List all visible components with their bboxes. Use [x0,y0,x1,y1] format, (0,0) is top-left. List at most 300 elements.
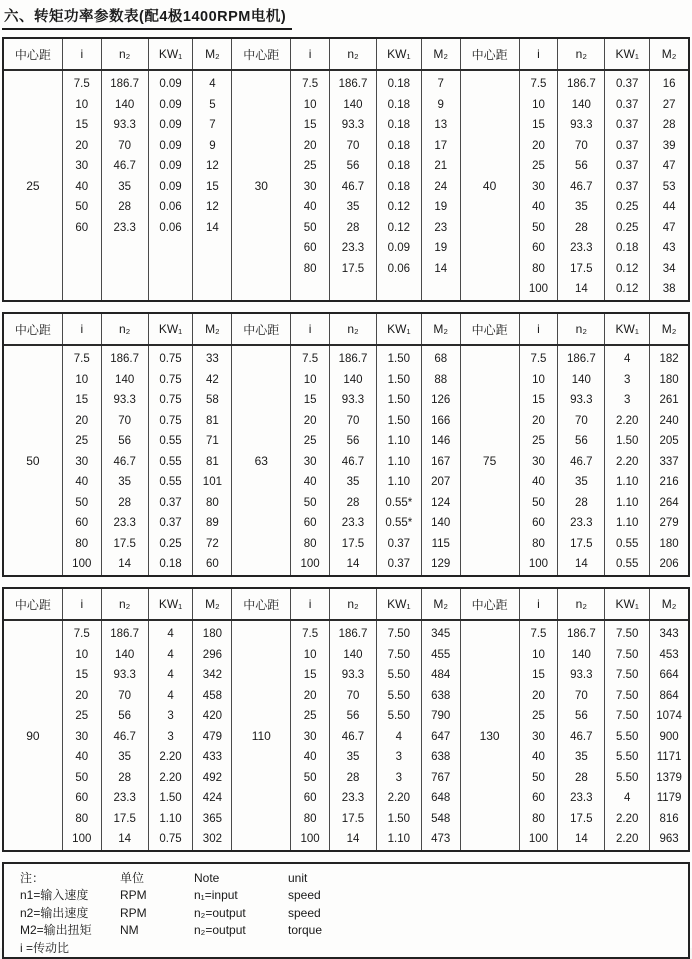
notes-cell: n₂=output [194,905,246,920]
cell: 140 [571,648,591,661]
cell: 7.50 [616,669,639,681]
cell: 186.7 [338,353,368,365]
cell: 186.7 [566,78,596,90]
cell: 0.18 [387,78,411,90]
cell: 28 [118,771,132,784]
cell: 46.7 [113,730,136,743]
cell: 864 [659,689,679,702]
cell: 93.3 [113,394,136,406]
cell: 186.7 [338,628,368,640]
cell: 10 [532,98,545,111]
cell: 80 [75,537,89,550]
cell: 0.09 [159,98,182,111]
cell: 50 [532,771,545,784]
cell: 68 [434,353,448,365]
cell: 1.10 [387,476,411,488]
cell: 60 [303,517,317,529]
cell: 4 [167,648,174,661]
cell: 186.7 [110,353,140,365]
cell: 0.18 [159,558,182,570]
cell: 0.18 [387,119,411,131]
cell: 4 [624,353,631,365]
cell: 0.06 [159,221,182,234]
cell: 70 [118,689,132,702]
notes-row [20,905,688,922]
column-header-output-speed-n2: n₂ [330,39,377,69]
ratio-i-column [63,621,102,850]
cell: 7.50 [616,710,639,722]
cell: 25 [303,160,317,172]
cell: 28 [662,119,676,131]
cell: 167 [431,455,451,468]
cell: 302 [202,833,222,845]
cell: 0.06 [387,262,411,275]
cell: 140 [343,648,363,661]
cell: 100 [300,558,320,570]
cell: 1179 [656,792,682,804]
table-body-row [4,346,688,575]
cell: 56 [118,435,132,447]
notes-cell: torque [288,923,323,938]
cell: 4 [167,669,174,681]
cell: 46.7 [570,730,593,743]
column-header-center-distance: 中心距 [232,314,291,344]
cell: 60 [532,242,545,254]
notes-cell: Note [194,871,220,885]
cell: 207 [431,476,451,488]
cell: 1.10 [387,833,411,845]
cell: 60 [532,517,545,529]
cell: 46.7 [570,180,593,193]
ratio-i-column [291,346,330,575]
cell: 0.09 [159,180,182,193]
cell: 35 [118,476,132,488]
cell: 44 [662,201,676,213]
cell: 0.25 [616,221,639,234]
cell: 0.09 [387,242,411,254]
cell: 767 [431,771,451,784]
column-header-center-distance: 中心距 [461,39,520,69]
cell: 42 [206,373,219,386]
cell: 0.09 [159,160,182,172]
cell: 23.3 [113,792,136,804]
cell: 35 [574,476,588,488]
cell: 7.5 [530,78,547,90]
output-torque-m2-column [193,71,232,300]
cell: 3 [167,710,174,722]
cell: 0.37 [616,98,639,111]
notes-cell: unit [288,871,308,885]
output-speed-n2-column [330,621,377,850]
column-header-output-torque-m2: M₂ [661,47,677,61]
cell: 900 [659,730,679,743]
cell: 100 [528,833,549,845]
cell: 30 [532,180,545,193]
cell: 60 [75,517,89,529]
cell: 0.37 [159,517,182,529]
cell: 30 [303,730,317,743]
cell: 1.50 [159,792,182,804]
cell: 81 [206,455,219,468]
cell: 50 [303,771,317,784]
cell: 2.20 [616,414,639,427]
cell: 46.7 [113,160,136,172]
cell: 0.75 [159,414,182,427]
cell: 0.55* [385,517,413,529]
cell: 30 [303,455,317,468]
cell: 10 [75,373,89,386]
cell: 0.37 [616,139,639,152]
cell: 2.20 [387,792,411,804]
cell: 14 [434,262,448,275]
cell: 20 [532,139,545,152]
center-distance-value: 63 [232,346,291,575]
cell: 7.5 [302,78,319,90]
notes-cell: M2=输出扭矩 [20,923,92,938]
column-header-center-distance: 中心距 [4,39,63,69]
cell: 420 [202,710,222,722]
center-distance-value: 30 [232,71,291,300]
cell: 1.10 [616,496,639,509]
cell: 40 [303,201,317,213]
ratio-i-column [291,621,330,850]
notes-cell: i =传动比 [20,940,70,955]
cell: 70 [574,139,588,152]
cell: 15 [532,394,545,406]
cell: 21 [434,160,448,172]
cell: 205 [659,435,679,447]
cell: 93.3 [113,669,136,681]
column-header-center-distance: 中心距 [4,589,63,619]
notes-cell [288,940,688,957]
cell: 458 [202,689,222,702]
notes-row [20,940,688,957]
notes-cell: speed [288,888,321,903]
cell: 0.12 [387,201,411,213]
column-header-output-speed-n2: n₂ [102,39,149,69]
cell: 2.20 [616,812,639,825]
cell: 40 [532,201,545,213]
cell: 50 [303,221,317,234]
cell: 0.09 [159,78,182,90]
cell: 0.55 [159,455,182,468]
cell: 40 [75,751,89,763]
cell: 81 [206,414,219,427]
cell: 28 [346,221,360,234]
cell: 17.5 [341,537,365,550]
cell: 9 [437,98,444,111]
cell: 7 [209,119,216,131]
cell: 0.55* [385,496,413,509]
cell: 140 [115,648,135,661]
cell: 0.18 [616,242,639,254]
output-speed-n2-column [102,346,149,575]
notes-cell: n2=输出速度 [20,905,89,920]
cell: 35 [346,751,360,763]
cell: 60 [303,792,317,804]
cell: 0.37 [616,119,639,131]
cell: 0.37 [616,180,639,193]
cell: 10 [75,648,89,661]
cell: 35 [346,476,360,488]
cell: 1.50 [387,353,411,365]
cell: 2.20 [616,455,639,468]
cell: 28 [574,496,588,509]
table-body-row [4,71,688,300]
cell: 28 [118,496,132,509]
center-distance-value: 90 [4,621,63,850]
cell: 146 [431,435,451,447]
column-header-output-speed-n2: n₂ [558,314,605,344]
cell: 0.37 [387,558,411,570]
cell: 7.50 [616,628,639,640]
cell: 80 [303,812,317,825]
column-header-center-distance: 中心距 [461,589,520,619]
cell: 5 [209,98,216,111]
cell: 23.3 [113,517,136,529]
cell: 2.20 [159,771,182,784]
parameter-table-blocks [0,37,692,852]
cell: 455 [431,648,451,661]
cell: 7 [437,78,444,90]
cell: 27 [662,98,676,111]
cell: 56 [346,160,360,172]
cell: 2.20 [159,751,182,763]
cell: 28 [346,496,360,509]
cell: 0.37 [616,78,639,90]
cell: 492 [202,771,222,784]
column-header-ratio-i: i [63,589,102,619]
cell: 23.3 [570,242,593,254]
cell: 0.75 [159,394,182,406]
cell: 0.55 [159,476,182,488]
table-header-row [4,39,688,71]
cell: 15 [303,119,317,131]
cell: 40 [303,476,317,488]
input-power-kw1-column [377,346,422,575]
cell: 35 [346,201,360,213]
cell: 80 [303,262,317,275]
column-header-input-power-kw1: KW₁ [605,589,650,619]
parameter-table-1 [2,37,690,302]
cell: 0.12 [616,262,639,275]
cell: 70 [346,689,360,702]
output-torque-m2-column [422,621,461,850]
cell: 7.50 [616,648,639,661]
cell: 93.3 [570,394,593,406]
column-header-output-torque-m2: M₂ [193,39,232,69]
cell: 5.50 [387,689,411,702]
cell: 15 [303,669,317,681]
cell: 1.50 [616,435,639,447]
cell: 46.7 [113,455,136,468]
column-header-ratio-i: i [63,314,102,344]
output-speed-n2-column [558,621,605,850]
column-header-ratio-i: i [291,314,330,344]
cell: 124 [431,496,451,509]
cell: 365 [202,812,222,825]
input-power-kw1-column [605,346,650,575]
cell: 0.37 [616,160,639,172]
cell: 12 [206,160,219,172]
column-header-input-power-kw1: KW₁ [149,39,194,69]
cell: 7.5 [530,628,547,640]
table-header-row [4,314,688,346]
cell: 20 [303,414,317,427]
cell: 3 [395,751,403,763]
cell: 16 [662,78,676,90]
cell: 0.18 [387,180,411,193]
cell: 12 [206,201,219,213]
cell: 7.5 [73,628,90,640]
cell: 5.50 [387,710,411,722]
column-header-output-torque-m2: M₂ [422,314,461,344]
cell: 166 [431,414,451,427]
notes-cell: NM [120,923,139,938]
cell: 206 [659,558,679,570]
cell: 100 [72,558,92,570]
cell: 0.12 [616,283,639,295]
center-distance-value: 50 [4,346,63,575]
cell: 216 [659,476,679,488]
input-power-kw1-column [149,346,194,575]
cell: 15 [75,394,89,406]
column-header-input-power-kw1: KW₁ [149,589,194,619]
cell: 647 [431,730,451,743]
output-torque-m2-column [650,71,688,300]
column-header-ratio-i: i [520,589,559,619]
notes-cell: n1=输入速度 [20,888,89,903]
cell: 25 [532,160,545,172]
cell: 279 [659,517,679,529]
cell: 0.55 [159,435,182,447]
cell: 28 [346,771,360,784]
ratio-i-column [63,71,102,300]
cell: 180 [202,628,222,640]
cell: 34 [662,262,676,275]
column-header-center-distance: 中心距 [4,314,63,344]
cell: 17.5 [570,262,593,275]
column-header-ratio-i: i [291,589,330,619]
cell: 35 [574,201,588,213]
cell: 7.5 [302,628,319,640]
parameter-table-3 [2,587,690,852]
notes-cell: n₂=output [194,923,246,938]
cell: 0.06 [159,201,182,213]
cell: 343 [659,628,679,640]
notes-cell: RPM [120,905,147,920]
cell: 20 [303,139,317,152]
cell: 20 [75,139,89,152]
cell: 548 [431,812,451,825]
cell: 0.12 [387,221,411,234]
cell: 56 [118,710,132,722]
output-speed-n2-column [102,621,149,850]
cell: 337 [659,455,679,468]
cell: 296 [202,648,222,661]
column-header-output-torque-m2: M₂ [422,589,461,619]
cell: 180 [659,537,679,550]
cell: 39 [662,139,676,152]
cell: 1.50 [387,414,411,427]
cell: 10 [303,98,317,111]
input-power-kw1-column [605,71,650,300]
column-header-output-speed-n2: n₂ [558,39,605,69]
cell: 23.3 [570,792,593,804]
cell: 479 [202,730,222,743]
cell: 180 [659,373,679,386]
cell: 3 [167,730,174,743]
cell: 2.20 [616,833,639,845]
cell: 15 [75,669,89,681]
cell: 1.10 [387,435,411,447]
cell: 5.50 [387,669,411,681]
cell: 664 [659,669,679,681]
cell: 30 [303,180,317,193]
cell: 0.75 [159,353,182,365]
column-header-output-speed-n2: n₂ [330,314,377,344]
cell: 24 [434,180,448,193]
cell: 56 [574,710,588,722]
column-header-input-power-kw1: KW₁ [377,39,422,69]
cell: 129 [431,558,451,570]
center-distance-value: 25 [4,71,63,300]
cell: 140 [343,373,363,386]
cell: 648 [431,792,451,804]
cell: 19 [434,201,448,213]
cell: 40 [303,751,317,763]
column-header-input-power-kw1: KW₁ [605,314,650,344]
column-header-input-power-kw1: KW₁ [605,39,650,69]
cell: 56 [346,710,360,722]
cell: 33 [206,353,219,365]
output-speed-n2-column [558,346,605,575]
cell: 71 [206,435,219,447]
cell: 0.75 [159,833,182,845]
cell: 80 [206,496,219,509]
cell: 25 [75,710,89,722]
cell: 424 [202,792,222,804]
cell: 638 [431,689,451,702]
parameter-table-2 [2,312,690,577]
cell: 10 [532,648,545,661]
cell: 47 [662,221,676,234]
cell: 261 [659,394,679,406]
output-torque-m2-column [193,621,232,850]
cell: 58 [206,394,219,406]
cell: 93.3 [341,394,365,406]
cell: 30 [75,730,89,743]
cell: 35 [118,751,132,763]
input-power-kw1-column [605,621,650,850]
column-header-ratio-i: i [63,39,102,69]
cell: 20 [532,689,545,702]
cell: 638 [431,751,451,763]
cell: 23.3 [341,517,365,529]
notes-cell: n₁=input [194,888,238,903]
cell: 10 [303,373,317,386]
cell: 60 [206,558,219,570]
cell: 7.5 [73,353,90,365]
cell: 80 [303,537,317,550]
column-header-output-torque-m2: M₂ [193,589,232,619]
cell: 35 [118,180,132,193]
input-power-kw1-column [149,71,194,300]
cell: 4 [167,628,174,640]
cell: 342 [202,669,222,681]
ratio-i-column [520,71,559,300]
cell: 17.5 [570,812,593,825]
